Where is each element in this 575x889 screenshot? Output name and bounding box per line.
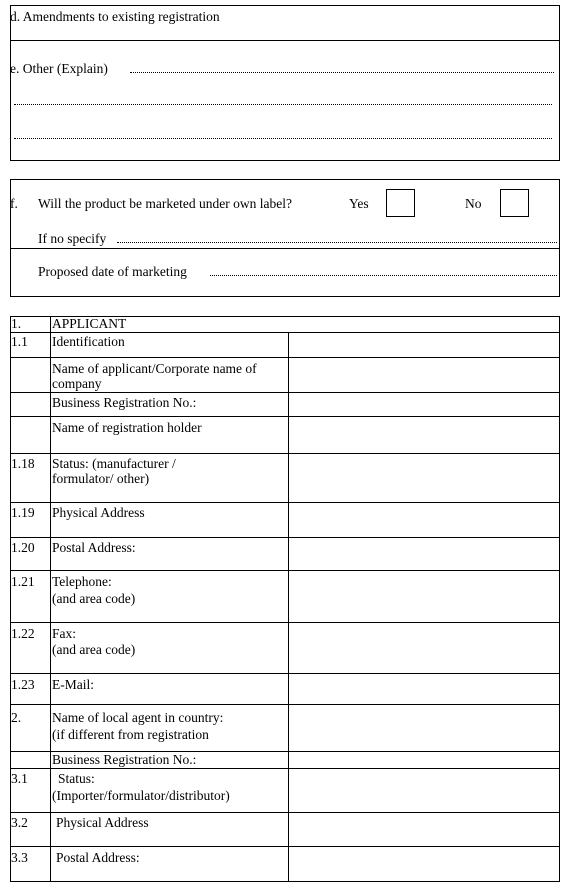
applicant-name-value[interactable]	[289, 358, 559, 392]
telephone-label: Telephone:	[52, 574, 112, 589]
amendments-label: d. Amendments to existing registration	[10, 9, 220, 24]
row-number: 1.23	[11, 677, 35, 692]
yes-label: Yes	[349, 196, 369, 211]
fax-label: Fax:	[52, 626, 77, 641]
specify-label: If no specify	[38, 231, 107, 246]
row-number: 1.21	[11, 574, 35, 589]
row-number: 1.	[11, 316, 22, 331]
divider	[10, 40, 560, 41]
other-explain-label: e. Other (Explain)	[10, 61, 108, 76]
email-value[interactable]	[289, 674, 559, 704]
row-line	[10, 332, 560, 333]
telephone-value[interactable]	[289, 571, 559, 622]
agent-business-registration-label: Business Registration No.:	[52, 752, 197, 767]
specify-line[interactable]	[117, 242, 557, 243]
other-explain-line-3[interactable]	[14, 138, 552, 139]
row-number: 3.1	[11, 771, 28, 786]
f-letter: f.	[10, 196, 18, 211]
row-number: 3.2	[11, 815, 28, 830]
applicant-heading: APPLICANT	[52, 316, 127, 331]
fax-area-code-note: (and area code)	[52, 642, 136, 657]
physical-address-label: Physical Address	[52, 505, 145, 520]
applicant-name-label: Name of applicant/Corporate name of company	[52, 361, 257, 391]
agent-physical-address-value[interactable]	[289, 813, 559, 846]
telephone-area-code-note: (and area code)	[52, 591, 136, 606]
status-value[interactable]	[289, 454, 559, 502]
email-label: E-Mail:	[52, 677, 94, 692]
row-number: 1.22	[11, 626, 35, 641]
row-number: 1.18	[11, 456, 35, 471]
agent-business-registration-value[interactable]	[289, 752, 559, 768]
identification-label: Identification	[52, 334, 125, 349]
marketing-date-label: Proposed date of marketing	[38, 264, 187, 279]
local-agent-note: (if different from registration	[52, 727, 209, 742]
registration-holder-value[interactable]	[289, 417, 559, 453]
physical-address-value[interactable]	[289, 503, 559, 537]
no-label: No	[465, 196, 482, 211]
fax-value[interactable]	[289, 623, 559, 673]
status-label: Status: (manufacturer / formulator/ other)	[52, 456, 176, 486]
row-number: 1.20	[11, 540, 35, 555]
row-number: 1.19	[11, 505, 35, 520]
row-number: 2.	[11, 710, 22, 725]
row-number: 3.3	[11, 850, 28, 865]
postal-address-label: Postal Address:	[52, 540, 136, 555]
other-explain-line-2[interactable]	[14, 104, 552, 105]
local-agent-label: Name of local agent in country:	[52, 710, 224, 725]
registration-holder-label: Name of registration holder	[52, 420, 202, 435]
marketing-date-line[interactable]	[210, 275, 557, 276]
agent-status-label: Status:	[58, 771, 95, 786]
agent-status-note: (Importer/formulator/distributor)	[52, 788, 230, 803]
agent-postal-address-value[interactable]	[289, 847, 559, 881]
yes-checkbox[interactable]	[386, 189, 415, 217]
other-explain-line-1[interactable]	[130, 72, 554, 73]
divider	[10, 248, 560, 249]
local-agent-value[interactable]	[289, 705, 559, 751]
agent-physical-address-label: Physical Address	[56, 815, 149, 830]
business-registration-value[interactable]	[289, 393, 559, 416]
no-checkbox[interactable]	[500, 189, 529, 217]
business-registration-label: Business Registration No.:	[52, 395, 197, 410]
agent-status-value[interactable]	[289, 769, 559, 812]
postal-address-value[interactable]	[289, 538, 559, 570]
own-label-question: Will the product be marketed under own label?	[38, 196, 292, 211]
agent-postal-address-label: Postal Address:	[56, 850, 140, 865]
column-divider	[50, 316, 51, 882]
row-number: 1.1	[11, 334, 28, 349]
